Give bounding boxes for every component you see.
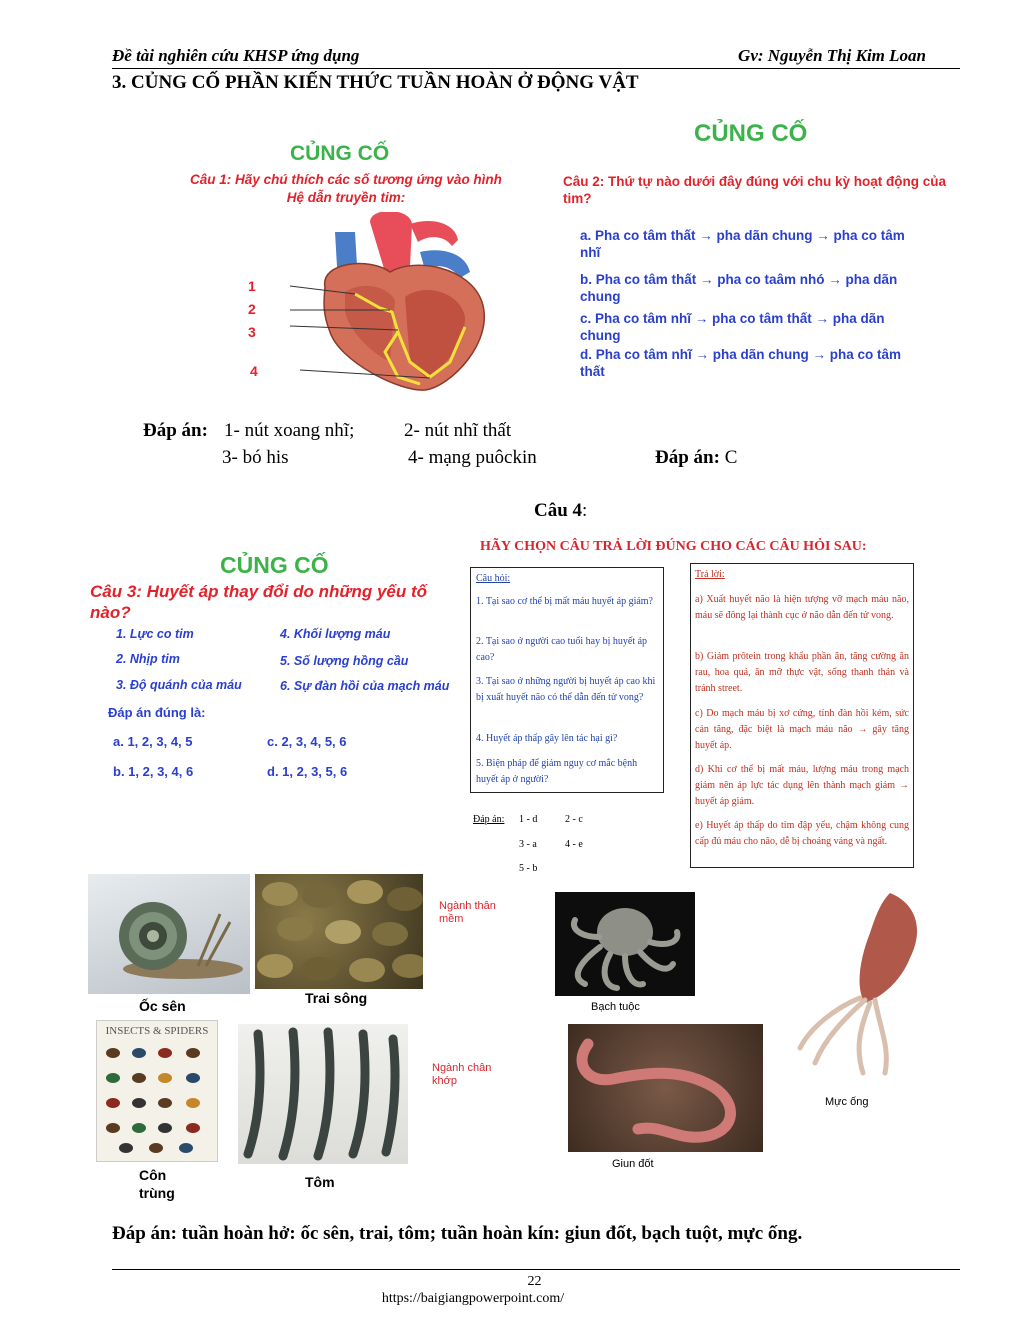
key-3: 3 - a [519, 839, 537, 850]
answer1-item1: 1- nút xoang nhĩ; [224, 420, 355, 441]
key-4: 4 - e [565, 839, 583, 850]
header-right: Gv: Nguyễn Thị Kim Loan [738, 46, 926, 65]
key-5: 5 - b [519, 863, 538, 874]
earthworm-caption: Giun đốt [612, 1158, 654, 1170]
shrimp-photo [238, 1024, 408, 1164]
section-title: 3. CỦNG CỐ PHẦN KIẾN THỨC TUẦN HOÀN Ở ĐỘNG VẬT [112, 72, 639, 93]
squid-caption: Mực ống [825, 1096, 869, 1108]
answer-a: a) Xuất huyết não là hiện tượng vỡ mạch máu não, máu sẽ đông lại thành cục ở não dẫn đến tử vong. [695, 594, 909, 621]
slide1-question-line2: Hệ dẫn truyền tim: [286, 190, 406, 205]
answer2: Đáp án: C [655, 447, 738, 468]
mollusc-group-label: Ngành thân mềm [439, 900, 496, 925]
squid-photo [785, 888, 935, 1083]
question-3: 3. Tại sao ở những người bị huyết áp cao khi bị xuất huyết não có thể dẫn đến tử vong? [476, 676, 656, 703]
slide1-heading: CỦNG CỐ [290, 142, 390, 165]
factor-4: 4. Khối lượng máu [280, 627, 391, 641]
insect-caption: Côn trùng [139, 1167, 175, 1201]
header-rule [112, 68, 960, 69]
answer-d: d) Khi cơ thể bị mất máu, lượng máu trong mạch giảm nên áp lực tác dụng lên thành mạch giảm → huyết áp giảm. [695, 764, 909, 807]
questions-title: Câu hỏi: [476, 573, 511, 584]
page-number: 22 [527, 1274, 542, 1289]
factor-2: 2. Nhịp tim [116, 652, 180, 666]
key-2: 2 - c [565, 814, 583, 825]
answer-b: b) Giảm prôtein trong khẩu phần ăn, tăng cường ăn rau, hoa quả, ăn mỡ thực vật, sống thanh thản và tránh street. [695, 651, 909, 694]
slide1-question-line1: Câu 1: Hãy chú thích các số tương ứng vào hình [190, 172, 502, 187]
slide3-answer-title: Đáp án đúng là: [108, 705, 206, 720]
shrimp-caption: Tôm [305, 1174, 335, 1190]
heart-label-4: 4 [250, 363, 258, 379]
heart-label-1: 1 [248, 278, 256, 294]
question-4: 4. Huyết áp thấp gây lên tác hại gì? [476, 733, 618, 744]
footer-rule [112, 1269, 960, 1270]
octopus-photo [555, 892, 695, 996]
slide4-heading: HÃY CHỌN CÂU TRẢ LỜI ĐÚNG CHO CÁC CÂU HỎI SAU: [480, 539, 867, 554]
slide2-heading: CỦNG CỐ [694, 120, 808, 147]
slide-heart-cycle [560, 118, 955, 388]
answer-c: c) Do mạch máu bị xơ cứng, tính đàn hồi kém, sức cản tăng, đặc biệt là mạch máu não → gây tăng huyết áp. [695, 708, 909, 751]
factor-5: 5. Số lượng hồng cầu [280, 654, 409, 668]
final-answer: Đáp án: tuần hoàn hở: ốc sên, trai, tôm; tuần hoàn kín: giun đốt, bạch tuột, mực ống. [112, 1223, 803, 1244]
heart-label-3: 3 [248, 324, 256, 340]
slide-matching [468, 535, 918, 880]
insects-photo [96, 1020, 218, 1162]
octopus-caption: Bạch tuộc [591, 1001, 640, 1013]
question-1: 1. Tại sao cơ thể bị mất máu huyết áp giảm? [476, 596, 653, 607]
header-left: Đề tài nghiên cứu KHSP ứng dụng [112, 46, 360, 65]
answers-title: Trả lời: [695, 569, 725, 580]
choice-c: c. 2, 3, 4, 5, 6 [267, 734, 347, 749]
answer-e: e) Huyết áp thấp do tim đập yếu, chậm không cung cấp đủ máu cho não, dễ bị choáng váng và ngất. [695, 820, 909, 847]
slide2-option-a: a. Pha co tâm thất → pha dãn chung → pha co tâm nhĩ [580, 228, 905, 260]
slide2-option-c: c. Pha co tâm nhĩ → pha co tâm thất → pha dãn chung [580, 311, 885, 343]
question-2: 2. Tại sao ở người cao tuổi hay bị huyết áp cao? [476, 636, 648, 663]
question-5: 5. Biện pháp để giảm nguy cơ mắc bệnh huyết áp ở người? [476, 758, 638, 785]
slide-blood-pressure [86, 550, 471, 790]
slide2-option-b: b. Pha co tâm thất → pha co taâm nhó → pha dãn chung [580, 272, 898, 304]
heart-diagram [220, 212, 530, 397]
snail-photo [88, 874, 250, 994]
slide-heart [160, 140, 530, 395]
factor-3: 3. Độ quánh của máu [116, 678, 242, 692]
footer-url[interactable]: https://baigiangpowerpoint.com/ [381, 1291, 565, 1306]
arthropod-group-label: Ngành chân khớp [432, 1062, 492, 1087]
factor-6: 6. Sự đàn hồi của mạch máu [280, 679, 450, 693]
choice-d: d. 1, 2, 3, 5, 6 [267, 764, 348, 779]
factor-1: 1. Lực co tim [116, 627, 194, 641]
earthworm-photo [568, 1024, 763, 1152]
mussel-photo [255, 874, 423, 989]
answers-box [690, 563, 914, 868]
answer1-label: Đáp án: [143, 420, 208, 441]
slide2-question: Câu 2: Thứ tự nào dưới đây đúng với chu kỳ hoạt động của tim? [563, 174, 947, 206]
questions-box [470, 567, 664, 793]
snail-caption: Ốc sên [139, 998, 186, 1014]
heart-label-2: 2 [248, 301, 256, 317]
key-1: 1 - d [519, 814, 538, 825]
slide3-question: Câu 3: Huyết áp thay đổi do những yếu tố nào? [90, 582, 428, 622]
choice-b: b. 1, 2, 3, 4, 6 [113, 764, 194, 779]
cau4-label: Câu 4: [534, 500, 588, 521]
slide2-option-d: d. Pha co tâm nhĩ → pha dãn chung → pha co tâm thất [580, 347, 902, 379]
answer1-item2: 2- nút nhĩ thất [404, 420, 512, 441]
mussel-caption: Trai sông [305, 990, 368, 1006]
answer1-item3: 3- bó his [222, 447, 289, 468]
answer1-item4: 4- mạng puôckin [408, 447, 537, 468]
insects-book-title: INSECTS & SPIDERS [105, 1025, 209, 1037]
choice-a: a. 1, 2, 3, 4, 5 [113, 734, 193, 749]
key-title: Đáp án: [473, 814, 505, 825]
slide3-heading: CỦNG CỐ [220, 552, 329, 578]
